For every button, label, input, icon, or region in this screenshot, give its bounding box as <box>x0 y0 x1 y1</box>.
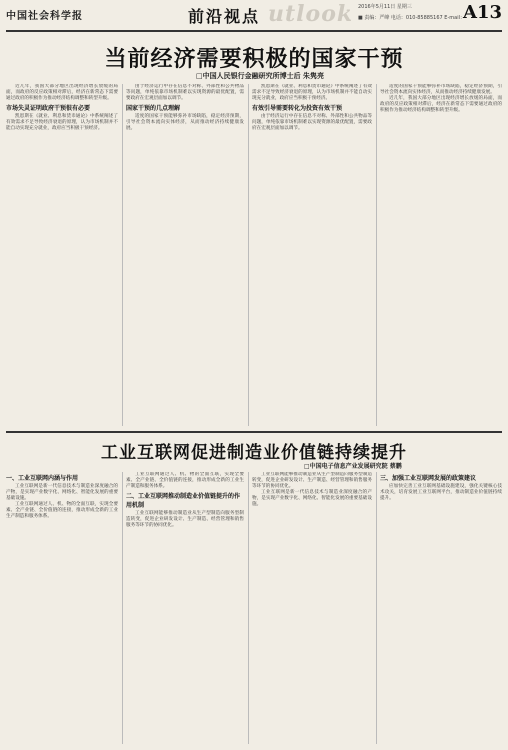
article1-column-3 <box>252 84 372 426</box>
section-ghost-title: utlook <box>268 1 354 27</box>
article2-column-3 <box>252 472 372 744</box>
article2-column-1 <box>6 472 118 744</box>
article1-paragraph: 近几年，我国大部分地区出现经济增长放缓的局面，而政府的反应政策相对滞后，经济在新常态下需要通过政府的积极作为推动经济结构调整和转型升级。 <box>6 84 118 101</box>
article1-byline: □中国人民银行金融研究所博士后 朱隽亮 <box>196 72 325 80</box>
article2-byline: □中国电子信息产业发展研究院 蔡鹏 <box>304 463 402 470</box>
article2-paragraph: 工业互联网是新一代信息技术与制造业深度融合的产物，是实现产业数字化、网络化、智能化发展的重要基础设施。 <box>252 490 372 507</box>
article2-paragraph: 工业互联网是新一代信息技术与制造业深度融合的产物，是实现产业数字化、网络化、智能化发展的重要基础设施。 <box>6 484 118 501</box>
article2-column-4 <box>380 472 502 744</box>
article2-paragraph: 工业互联网通过人、机、物的全面互联，实现全要素、全产业链、全价值链的连接，推动形成全新的工业生产制造和服务体系。 <box>126 472 244 489</box>
article1-paragraph: 凯恩斯在《就业、利息和货币通论》中系统阐述了有效需求不足导致经济衰退的原理，认为市场机制并不能自动实现充分就业，政府应当积极干预经济。 <box>6 114 118 131</box>
page-number: A13 <box>462 2 502 23</box>
article1-paragraph: 由于经济运行中存在信息不对称、外部性和公共物品等问题，单纯依靠市场机制难以实现资源的最优配置，需要政府在宏观层面加以调节。 <box>126 84 244 101</box>
article1-paragraph: 近几年，我国大部分地区出现经济增长放缓的局面，而政府的反应政策相对滞后，经济在新常态下需要通过政府的积极作为推动经济结构调整和转型升级。 <box>380 96 502 113</box>
article-divider-rule <box>6 431 502 433</box>
article1-paragraph: 由于经济运行中存在信息不对称、外部性和公共物品等问题，单纯依靠市场机制难以实现资源的最优配置，需要政府在宏观层面加以调节。 <box>252 114 372 131</box>
article1-subhead-3: 有效引导需要转化为投资有效干预 <box>252 105 343 112</box>
article2-subhead-2: 二、工业互联网推动制造业价值链提升的作用机制 <box>126 493 241 509</box>
masthead: 中国社会科学报 <box>6 11 83 22</box>
article1-paragraph: 适度的国家干预能够弥补市场缺陷，稳定经济预期，引导社会资本流向实体经济，从而推动经济持续健康发展。 <box>126 114 244 131</box>
page-header <box>0 0 508 30</box>
article2-column-2 <box>126 472 244 744</box>
article2-headline: 工业互联网促进制造业价值链持续提升 <box>101 443 407 463</box>
article1-column-4 <box>380 84 502 426</box>
column-divider <box>248 472 249 744</box>
section-title: 前沿视点 <box>188 7 261 26</box>
header-rule <box>6 30 502 32</box>
article1-column-2 <box>126 84 244 426</box>
column-divider <box>122 84 123 426</box>
article2-subhead-1: 一、工业互联网内涵与作用 <box>6 475 79 482</box>
article1-subhead-1: 市场失灵证明政府干预很有必要 <box>6 105 91 112</box>
editor-info: ■ 责编：严峰 电话：010-85885167 E-mail： <box>358 15 465 21</box>
article2-paragraph: 工业互联网能够推动制造业从生产型制造向服务型制造转变，促进企业研发设计、生产制造、经营管理和销售服务等环节的协同优化。 <box>126 511 244 528</box>
column-divider <box>376 472 377 744</box>
dateline: 2016年5月11日 星期三 <box>358 4 412 10</box>
article2-paragraph: 工业互联网通过人、机、物的全面互联，实现全要素、全产业链、全价值链的连接，推动形成全新的工业生产制造和服务体系。 <box>6 502 118 519</box>
article2-paragraph: 工业互联网能够推动制造业从生产型制造向服务型制造转变，促进企业研发设计、生产制造、经营管理和销售服务等环节的协同优化。 <box>252 472 372 489</box>
column-divider <box>122 472 123 744</box>
article2-paragraph: 应加快完善工业互联网基础设施建设，强化关键核心技术攻关，培育发展工业互联网平台，推动制造业价值链持续提升。 <box>380 484 502 501</box>
article1-column-1 <box>6 84 118 426</box>
article1-headline: 当前经济需要积极的国家干预 <box>104 47 404 72</box>
column-divider <box>376 84 377 426</box>
article2-subhead-3: 三、加强工业互联网发展的政策建议 <box>380 475 477 482</box>
article1-paragraph: 凯恩斯在《就业、利息和货币通论》中系统阐述了有效需求不足导致经济衰退的原理，认为市场机制并不能自动实现充分就业，政府应当积极干预经济。 <box>252 84 372 101</box>
article1-subhead-2: 国家干预的几点理解 <box>126 105 181 112</box>
column-divider <box>248 84 249 426</box>
article1-paragraph: 适度的国家干预能够弥补市场缺陷，稳定经济预期，引导社会资本流向实体经济，从而推动经济持续健康发展。 <box>380 84 502 95</box>
